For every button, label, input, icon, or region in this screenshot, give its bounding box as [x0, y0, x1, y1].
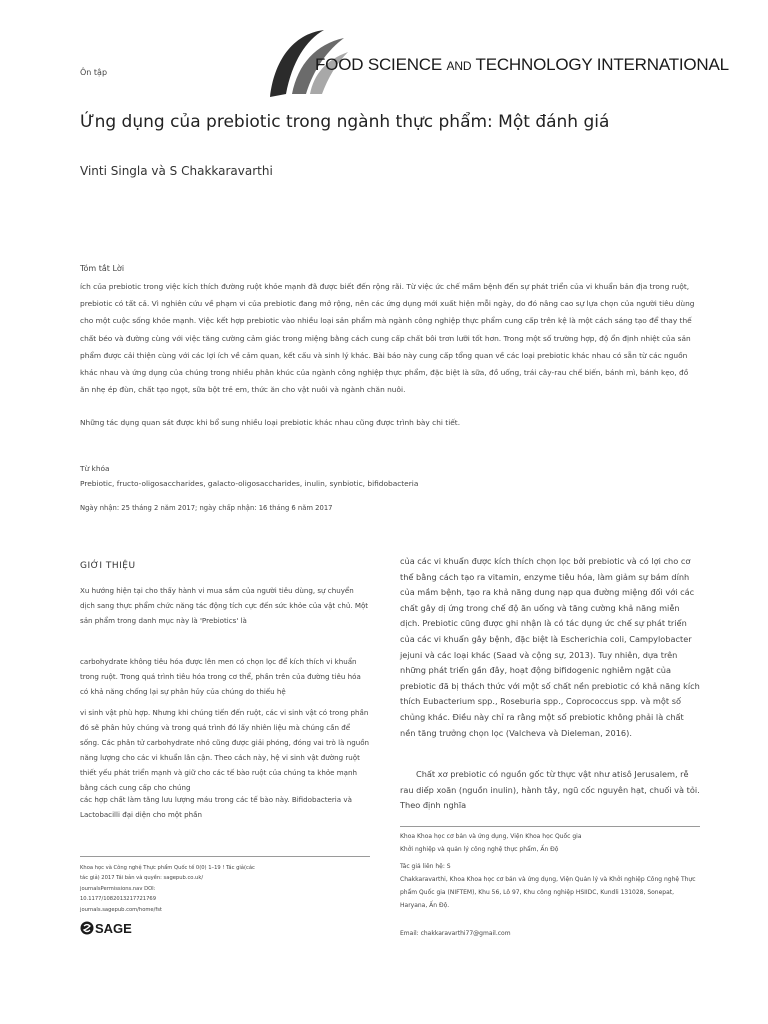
affiliation-line-1: Khoa Khoa học cơ bản và ứng dụng, Viện Khoa học Quốc gia [400, 833, 582, 840]
received-dates: Ngày nhận: 25 tháng 2 năm 2017; ngày chấp nhận: 16 tháng 6 năm 2017 [80, 504, 333, 512]
journal-name-main: FOOD SCIENCE [315, 55, 443, 74]
journal-name-and: AND [446, 59, 472, 73]
corresponding-email[interactable]: Email: chakkaravarthi77@gmail.com [400, 930, 511, 937]
intro-right-paragraph-2: Chất xơ prebiotic có nguồn gốc từ thực vật như atisô Jerusalem, rễ rau diếp xoăn (nguồn inulin), hành tây, ngũ cốc nguyên hạt, chuối và tỏi. Theo định nghĩa [400, 769, 700, 811]
intro-left-paragraph-2: carbohydrate không tiêu hóa được lên men có chọn lọc để kích thích vi khuẩn trong ruột. Trong quá trình tiêu hóa trong cơ thể, phần trên của đường tiêu hóa có khả năng chống lại sự phân hủy của chúng do thiếu hệ [80, 657, 361, 696]
footer-rule-right [400, 826, 700, 827]
intro-left-paragraph-3: vi sinh vật phù hợp. Nhưng khi chúng tiến đến ruột, các vi sinh vật có trong phần đó sẽ phân hủy chúng và trong quá trình đó lấy nhiên liệu mà chúng cần để sống. Các phân tử carbohydrate nhỏ cũng được giải phóng, đóng vai trò là nguồn năng lượng cho các vi khuẩn lân cận. Theo cách này, hệ vi sinh vật đường ruột thiết yếu phát triển mạnh và giữ cho các tế bào ruột của chúng ta khỏe mạnh bằng cách cung cấp cho chúng [80, 708, 370, 792]
footer-rule-left [80, 856, 370, 857]
pub-info-line-4: 10.1177/1082013217721769 [80, 896, 157, 903]
article-title: Ứng dụng của prebiotic trong ngành thực phẩm: Một đánh giá [80, 112, 610, 132]
sage-logo [80, 920, 134, 936]
pub-info-line-5[interactable]: journals.sagepub.com/home/fst [80, 906, 162, 913]
article-authors: Vinti Singla và S Chakkaravarthi [80, 164, 273, 178]
journal-name-rest: TECHNOLOGY INTERNATIONAL [475, 55, 729, 74]
keywords-label: Từ khóa [80, 464, 110, 473]
pub-info-line-1: Khoa học và Công nghệ Thực phẩm Quốc tế 0(0) 1–19 ! Tác giả(các [80, 865, 255, 871]
abstract-text: ích của prebiotic trong việc kích thích đường ruột khỏe mạnh đã được biết đến rộng rãi. Từ việc ức chế mầm bệnh đến sự phát triển của vi khuẩn bản địa trong ruột, prebiotic có tất cả. Vì nghiên cứu về phạm vi của prebiotic đang mở rộng, nên các ứng dụng mới xuất hiện mỗi ngày, do đó nâng cao sự lựa chọn của người tiêu dùng cho một cuộc sống khỏe mạnh. Việc kết hợp prebiotic vào nhiều loại sản phẩm mà ngành công nghiệp thực phẩm cung cấp trên kệ là một cách sáng tạo để thay thế chất béo và đường cùng với việc tăng cường cảm giác trong miệng bằng cách cung cấp chất bôi trơn lưỡi tốt hơn. Trong một số trường hợp, độ ổn định nhiệt của sản phẩm được cải thiện cùng với các lợi ích về cảm quan, kết cấu và sinh lý khác. Bài báo này cung cấp tổng quan về các loại prebiotic khác nhau có sẵn từ các nguồn khác nhau và ứng dụng của chúng trong nhiều phân khúc của ngành công nghiệp thực phẩm, đặc biệt là sữa, đồ uống, trái cây-rau chế biến, bánh mì, bánh kẹo, đồ ăn nhẹ ép đùn, chất tạo ngọt, sữa bột trẻ em, thức ăn cho vật nuôi và ngành chăn nuôi. [80, 282, 695, 395]
intro-left-paragraph-4: các hợp chất làm tăng lưu lượng máu trong các tế bào này. Bifidobacteria và Lactobacilli đại diện cho một phần [80, 795, 352, 819]
abstract-note: Những tác dụng quan sát được khi bổ sung nhiều loại prebiotic khác nhau cũng được trình bày chi tiết. [80, 418, 461, 427]
abstract-label: Tóm tắt Lời [80, 264, 125, 273]
section-label: Ôn tập [80, 68, 108, 77]
keywords-list: Prebiotic, fructo-oligosaccharides, galacto-oligosaccharides, inulin, synbiotic, bifidobacteria [80, 479, 419, 488]
affiliation-line-2: Khởi nghiệp và quản lý công nghệ thực phẩm, Ấn Độ [400, 846, 559, 853]
intro-left-paragraph-1: Xu hướng hiện tại cho thấy hành vi mua sắm của người tiêu dùng, sự chuyển dịch sang thực phẩm chức năng tác động tích cực đến sức khỏe của vật chủ. Một sản phẩm trong danh mục này là 'Prebiotics' là [80, 586, 369, 625]
pub-info-line-3: journalsPermissions.nav DOI: [80, 885, 156, 892]
affiliation [400, 830, 700, 856]
intro-right-paragraph-1: của các vi khuẩn được kích thích chọn lọc bởi prebiotic và có lợi cho cơ thể bằng cách tạo ra vitamin, enzyme tiêu hóa, làm giảm sự bám dính của mầm bệnh, tạo ra khả năng dung nạp qua đường miệng đối với các chất gây dị ứng trong chế độ ăn uống và tăng cường khả năng miễn dịch. Prebiotic cũng được ghi nhận là có tác dụng ức chế sự phát triển của các vi khuẩn gây bệnh, đặc biệt là Escherichia coli, Campylobacter jejuni và các loại khác (Saad và cộng sự, 2013). Tuy nhiên, dựa trên những phát triển gần đây, hoạt động bifidogenic nghiêm ngặt của prebiotic đã bị thách thức với một số chất nền prebiotic có khả năng kích thích Eubacterium spp., Roseburia spp., Coprococcus spp. và một số chủng khác. Điều này chỉ ra rằng một số prebiotic không phải là chất nền tăng trưởng chọn lọc (Valcheva và Dieleman, 2016). [400, 556, 700, 738]
pub-info-line-2: tác giả) 2017 Tái bản và quyền: sagepub.co.uk/ [80, 875, 204, 882]
corresponding-author-label: Tác giả liên hệ: S [400, 863, 451, 870]
journal-name [315, 55, 729, 75]
sage-logo-text: SAGE [95, 921, 132, 936]
introduction-heading: GIỚI THIỆU [80, 561, 136, 571]
corresponding-author-address: Chakkaravarthi, Khoa Khoa học cơ bản và ứng dụng, Viện Quản lý và Khởi nghiệp Công nghệ Thực phẩm Quốc gia (NIFTEM), Khu 56, Lô 97, Khu công nghiệp HSIIDC, Kundli 131028, Sonepat, Haryana, Ấn Độ. [400, 876, 696, 909]
publication-info [80, 863, 370, 915]
